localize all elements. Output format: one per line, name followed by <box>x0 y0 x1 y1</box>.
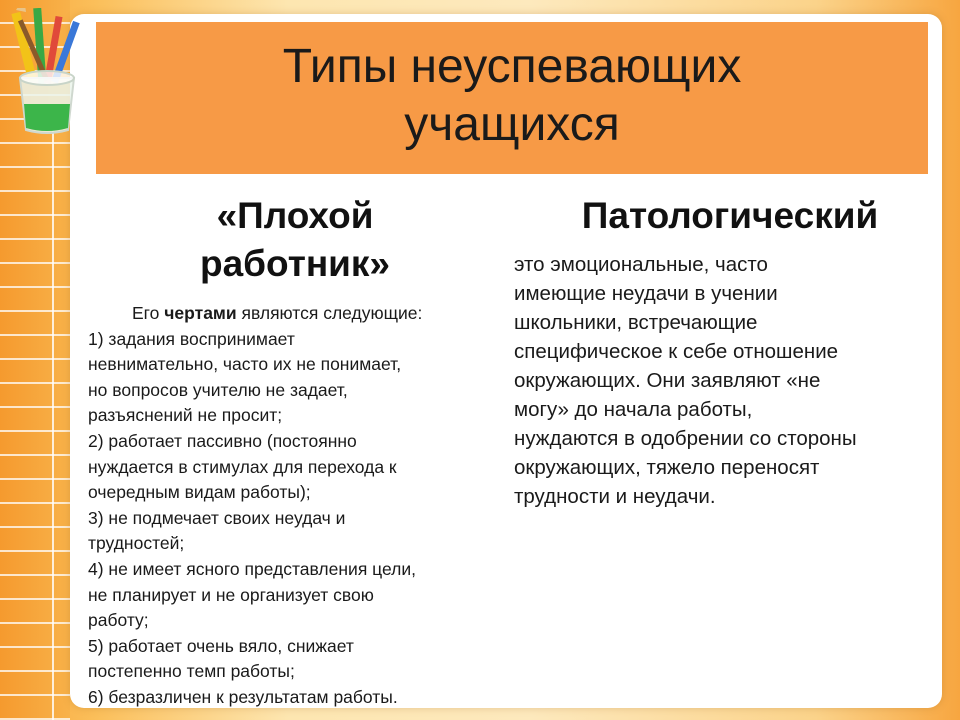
intro-text-end: являются следующие: <box>236 303 423 323</box>
cup-rim <box>20 71 74 85</box>
right-column-body: это эмоциональные, часто имеющие неудачи в учении школьники, встречающие специфическое к себе отношение окружающих. Они заявляют «не могу» до начала работы, нуждаются в одобрении со стороны окружающих, тяжело переносят трудности и неудачи. <box>514 253 857 508</box>
trait-item-5: 5) работает очень вяло, снижает постепенно темп работы; <box>88 635 354 682</box>
slide-title: Типы неуспевающих учащихся <box>282 40 742 151</box>
title-bar <box>96 22 928 174</box>
left-column-body <box>88 301 508 711</box>
left-column-heading: «Плохой работник» <box>199 195 391 284</box>
intro-text-start: Его <box>132 303 165 323</box>
trait-item-2: 2) работает пассивно (постоянно нуждается в стимулах для перехода к очередным видам работы); <box>88 430 397 503</box>
pencil-yellow-tip <box>16 8 26 12</box>
right-column-heading: Патологический <box>581 195 879 236</box>
trait-item-4: 4) не имеет ясного представления цели, не планирует и не организует свою работу; <box>88 558 416 631</box>
intro-bold-word: чертами <box>164 303 237 323</box>
trait-item-1: 1) задания воспринимает невнимательно, часто их не понимает, но вопросов учителю не задает, разъяснений не просит; <box>88 328 402 426</box>
trait-item-6: 6) безразличен к результатам работы. <box>88 686 398 707</box>
ruler-line <box>52 130 54 720</box>
traits-intro <box>88 301 508 327</box>
trait-item-3: 3) не подмечает своих неудач и трудностей; <box>88 507 346 554</box>
pencil-cup-icon <box>6 8 88 136</box>
cup-liquid <box>24 104 70 131</box>
